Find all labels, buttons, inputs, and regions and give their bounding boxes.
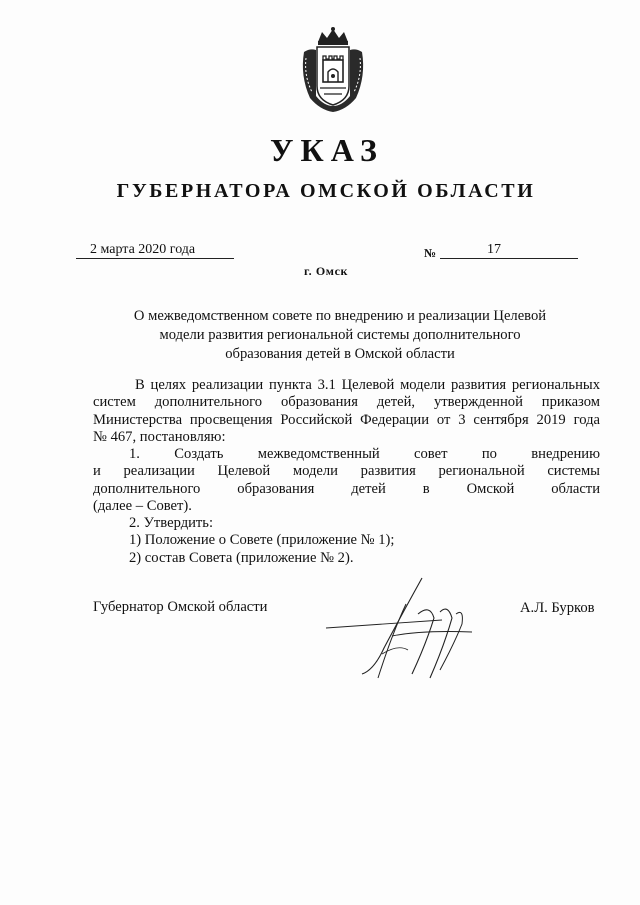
signer-name: А.Л. Бурков [520,600,595,616]
preamble-line: В целях реализации пункта 3.1 Целевой модели развития региональных [135,377,600,393]
item-1-line: дополнительного образования детей в Омской области [93,480,600,497]
item-2-1-line: 1) Положение о Совете (приложение № 1); [129,532,395,549]
document-subtitle: ГУБЕРНАТОРА ОМСКОЙ ОБЛАСТИ [116,180,536,202]
heading-line: образования детей в Омской области [225,346,455,362]
heading-line: модели развития региональной системы дополнительного [159,327,521,343]
item-2-line: 2. Утвердить: [129,515,214,531]
document-number: 17 [440,242,578,259]
document-heading [120,307,560,364]
item-2-2-line: 2) состав Совета (приложение № 2). [129,549,354,566]
item-1-line: 1. Создать межведомственный совет по внедрению [129,446,600,462]
preamble-line: № 467, постановляю: [93,429,226,446]
signer-position: Губернатор Омской области [93,599,268,615]
item-1-line: и реализации Целевой модели развития региональной системы [93,463,600,480]
heading-line: О межведомственном совете по внедрению и реализации Целевой [133,308,547,324]
signature-image [322,574,502,686]
item-1-paragraph [93,446,600,516]
number-sign: № [424,246,437,260]
document-city: г. Омск [303,264,349,278]
item-2-paragraph [93,515,600,567]
item-1-line: (далее – Совет). [93,498,192,515]
preamble-paragraph [93,377,600,447]
preamble-line: систем дополнительного образования детей, утвержденной приказом [93,394,600,411]
document-date: 2 марта 2020 года [76,242,234,259]
document-title: УКАЗ [270,132,384,168]
coat-of-arms-icon [296,26,370,112]
preamble-line: Министерства просвещения Российской Федерации от 3 сентября 2019 года [93,411,600,428]
